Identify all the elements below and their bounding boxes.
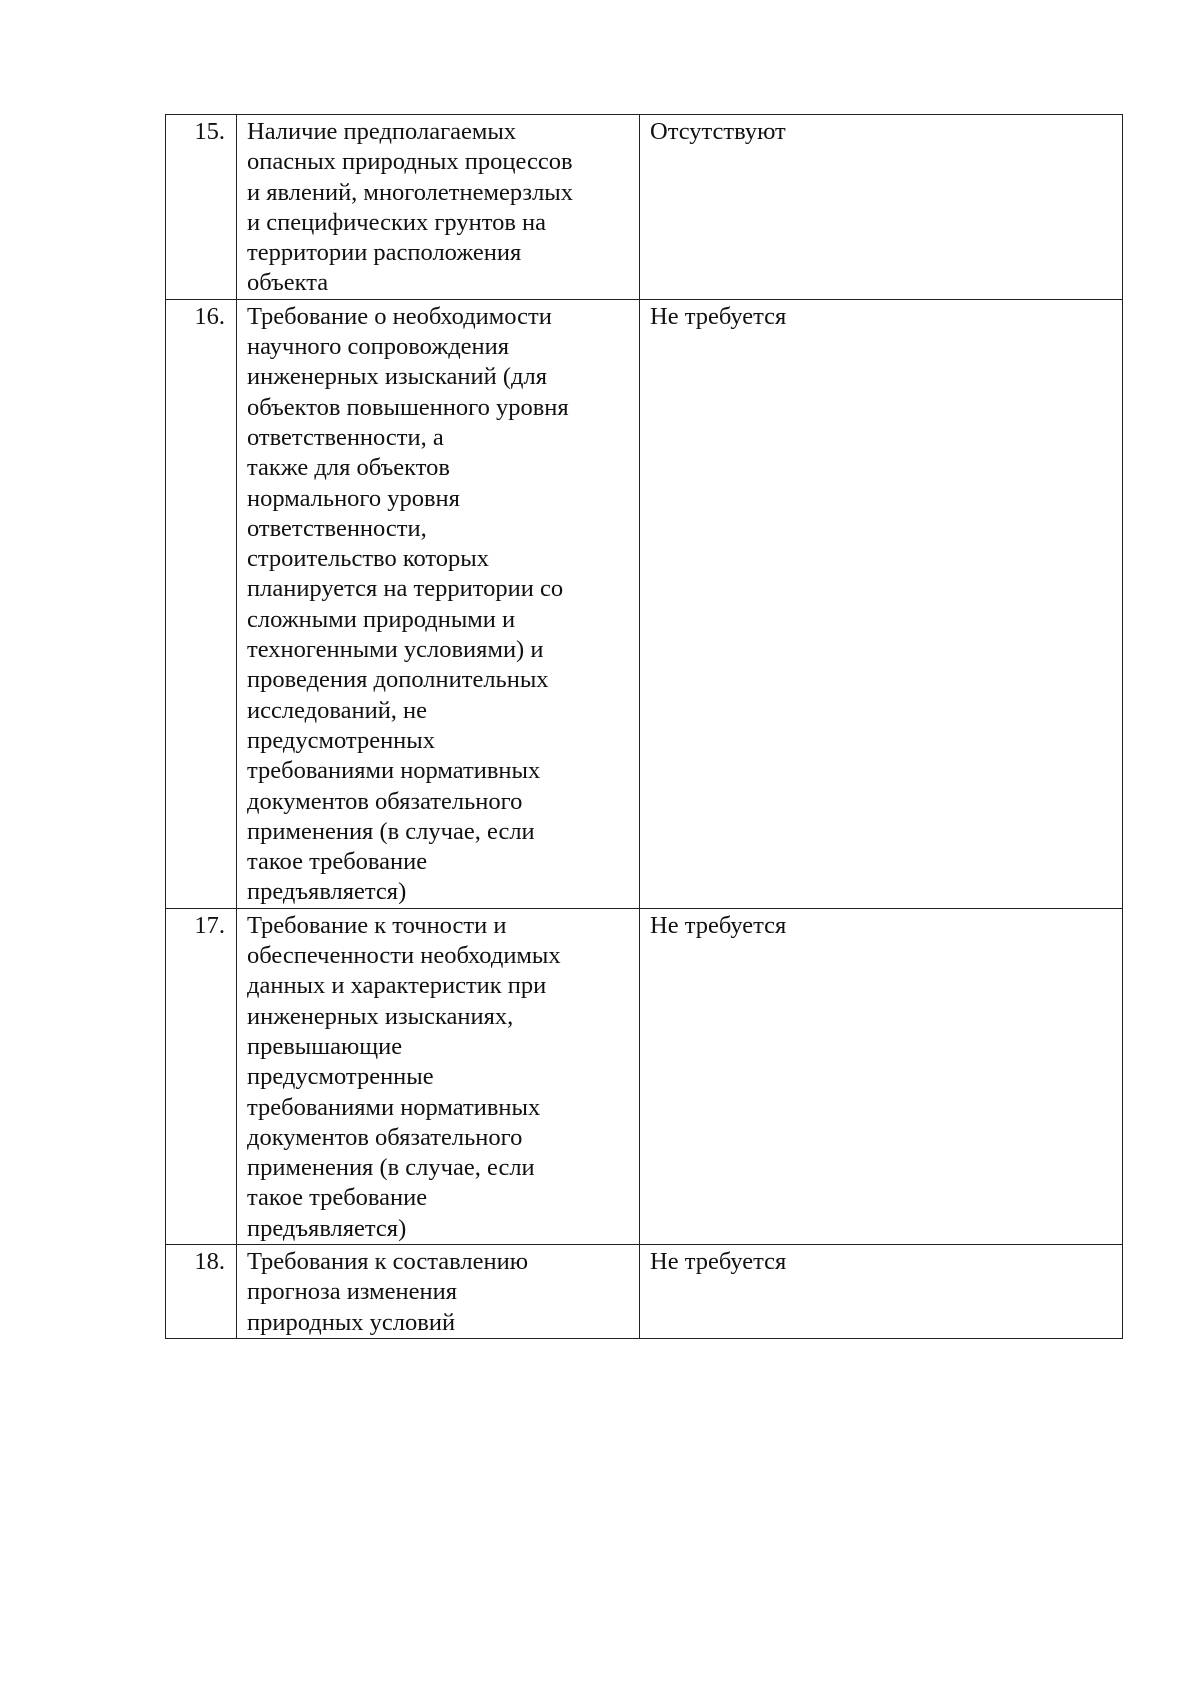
row-number: 15. — [166, 115, 237, 300]
parameter-line: проведения дополнительных — [247, 666, 549, 694]
parameter-line: территории расположения — [247, 239, 522, 267]
parameter-line: документов обязательного — [247, 1123, 523, 1151]
row-number: 18. — [166, 1244, 237, 1338]
parameter-line: такое требование — [247, 1184, 428, 1212]
table-row-15 — [166, 115, 1123, 300]
parameter-line: и явлений, многолетнемерзлых — [247, 178, 574, 206]
table-row-16 — [166, 299, 1123, 908]
table-row-17 — [166, 908, 1123, 1244]
value-cell: Отсутствуют — [640, 115, 1123, 300]
parameter-line: Требования к составлению — [247, 1247, 528, 1275]
table-row-18 — [166, 1244, 1123, 1338]
parameter-cell — [237, 115, 640, 300]
parameter-line: строительство которых — [247, 545, 490, 573]
requirements-table — [165, 114, 1123, 1339]
value-cell: Не требуется — [640, 1244, 1123, 1338]
parameter-line: исследований, не — [247, 696, 428, 724]
parameter-line: и специфических грунтов на — [247, 208, 547, 236]
parameter-line: такое требование — [247, 848, 428, 876]
parameter-line: Требование к точности и — [247, 911, 507, 939]
row-number: 16. — [166, 299, 237, 908]
value-cell: Не требуется — [640, 908, 1123, 1244]
parameter-line: Требование о необходимости — [247, 302, 552, 330]
parameter-line: инженерных изысканий (для — [247, 363, 547, 391]
parameter-line: техногенными условиями) и — [247, 636, 544, 664]
parameter-line: ответственности, — [247, 514, 427, 542]
parameter-line: прогноза изменения — [247, 1278, 457, 1306]
value-cell: Не требуется — [640, 299, 1123, 908]
parameter-line: ответственности, а — [247, 423, 444, 451]
parameter-line: планируется на территории со — [247, 575, 564, 603]
parameter-line: предъявляется) — [247, 878, 407, 906]
parameter-line: нормального уровня — [247, 484, 460, 512]
parameter-line: применения (в случае, если — [247, 817, 535, 845]
parameter-cell — [237, 908, 640, 1244]
parameter-line: объектов повышенного уровня — [247, 393, 569, 421]
parameter-line: данных и характеристик при — [247, 972, 547, 1000]
parameter-line: превышающие — [247, 1032, 403, 1060]
parameter-line: также для объектов — [247, 454, 450, 482]
parameter-line: научного сопровождения — [247, 333, 510, 361]
parameter-line: объекта — [247, 269, 329, 297]
parameter-line: предусмотренные — [247, 1063, 434, 1091]
parameter-line: Наличие предполагаемых — [247, 118, 517, 145]
parameter-cell — [237, 299, 640, 908]
parameter-line: предъявляется) — [247, 1214, 407, 1242]
parameter-line: требованиями нормативных — [247, 1093, 541, 1121]
parameter-line: опасных природных процессов — [247, 148, 573, 176]
parameter-line: природных условий — [247, 1308, 456, 1336]
parameter-line: инженерных изысканиях, — [247, 1002, 514, 1030]
parameter-line: применения (в случае, если — [247, 1154, 535, 1182]
parameter-line: обеспеченности необходимых — [247, 942, 561, 970]
row-number: 17. — [166, 908, 237, 1244]
parameter-line: сложными природными и — [247, 605, 516, 633]
parameter-line: документов обязательного — [247, 787, 523, 815]
parameter-cell — [237, 1244, 640, 1338]
parameter-line: требованиями нормативных — [247, 757, 541, 785]
parameter-line: предусмотренных — [247, 726, 435, 754]
